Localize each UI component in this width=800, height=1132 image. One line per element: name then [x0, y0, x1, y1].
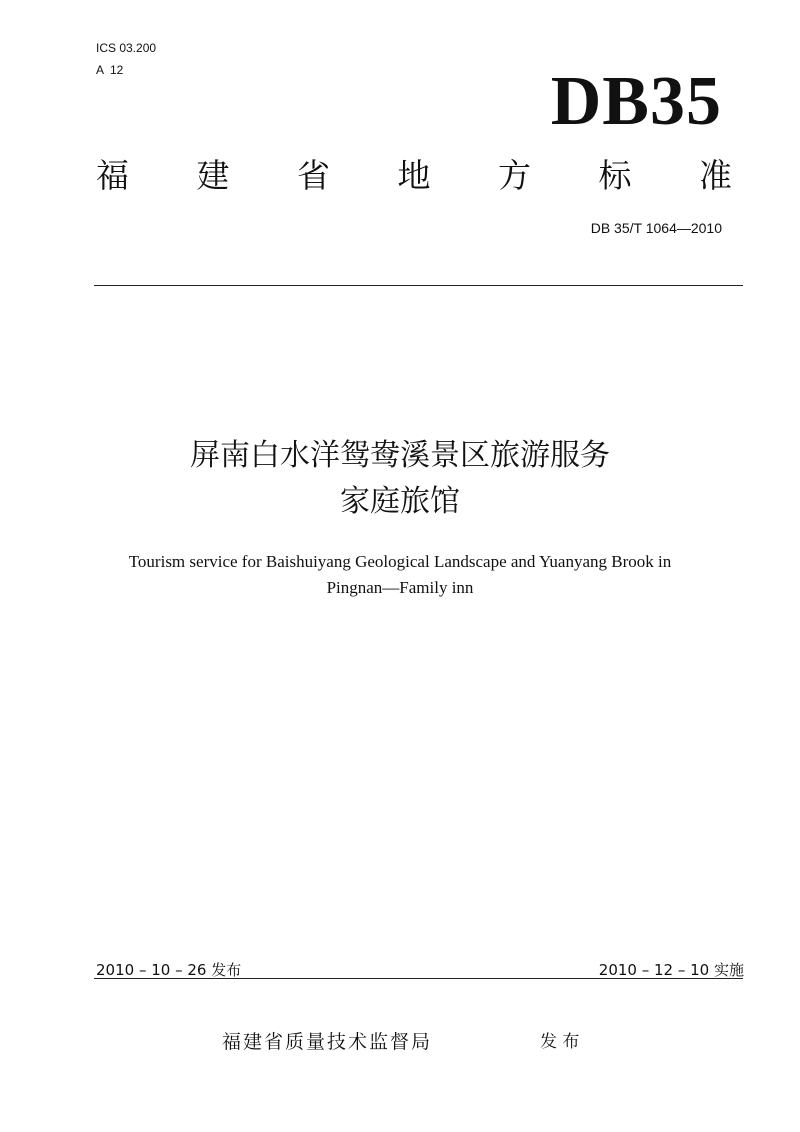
chinese-title-line-2: 家庭旅馆 — [340, 484, 460, 519]
english-title-line-1: Tourism service for Baishuiyang Geological Landscape and Yuanyang Brook in — [128, 552, 672, 571]
english-title — [0, 549, 800, 601]
standard-type-char: 地 — [397, 156, 431, 195]
ics-code: ICS 03.200 — [96, 41, 157, 55]
standard-type-char: 福 — [96, 156, 129, 195]
chinese-title — [0, 433, 800, 525]
publish-date: 2010 – 10 – 26 发布 — [96, 961, 242, 979]
standard-type-char: 方 — [498, 156, 531, 195]
footer-divider — [94, 978, 743, 979]
standard-logo: DB35 — [550, 63, 722, 140]
issuing-authority: 福建省质量技术监督局 — [222, 1031, 433, 1053]
standard-type-char: 标 — [598, 156, 632, 195]
standard-type-char: 省 — [297, 156, 330, 195]
standard-type-heading — [96, 156, 732, 196]
standard-number: DB 35/T 1064—2010 — [590, 220, 722, 236]
header-divider — [94, 285, 743, 286]
ccs-code: A 12 — [96, 63, 124, 77]
standard-type-char: 准 — [699, 156, 732, 195]
english-title-line-2: Pingnan—Family inn — [326, 578, 474, 597]
implementation-date: 2010 – 12 – 10 实施 — [598, 961, 744, 979]
standard-type-char: 建 — [196, 156, 230, 195]
issue-label: 发 布 — [540, 1032, 580, 1052]
chinese-title-line-1: 屏南白水洋鸳鸯溪景区旅游服务 — [190, 438, 610, 473]
